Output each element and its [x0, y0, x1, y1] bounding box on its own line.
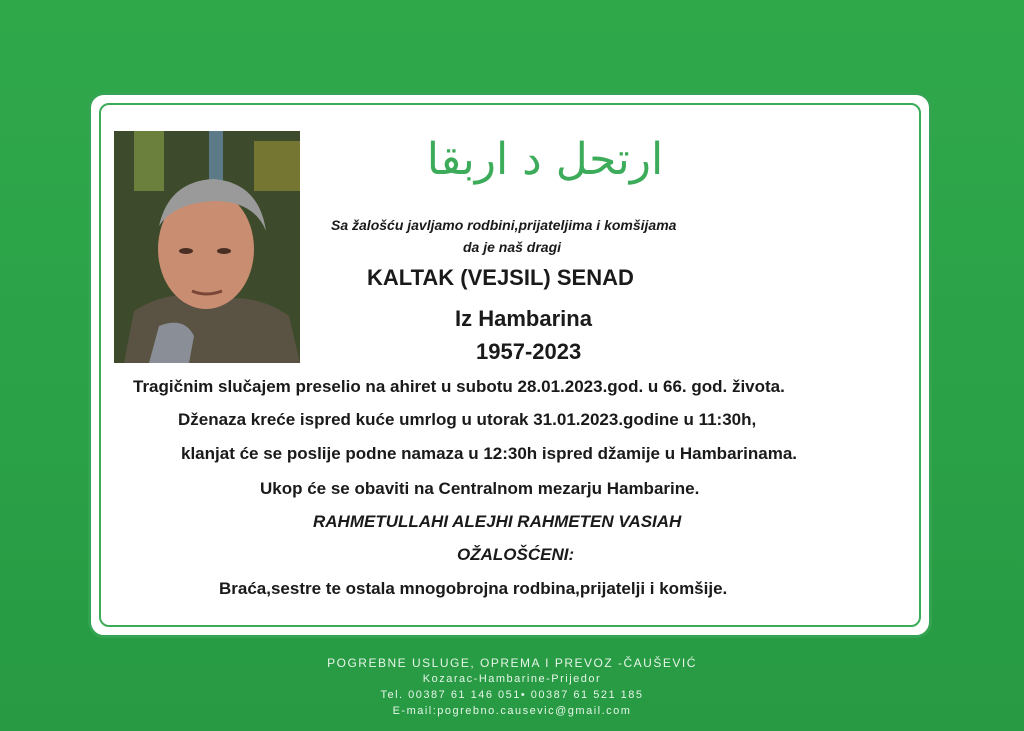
announcement-line-3: klanjat će se poslije podne namaza u 12:30h ispred džamije u Hambarinama.	[181, 444, 797, 463]
portrait-illustration	[114, 131, 300, 363]
portrait-photo	[114, 131, 300, 363]
intro-line-1: Sa žalošću javljamo rodbini,prijateljima i komšijama	[331, 217, 677, 233]
intro-line-2: da je naš dragi	[463, 239, 562, 255]
origin: Iz Hambarina	[455, 306, 592, 331]
prayer-line: RAHMETULLAHI ALEJHI RAHMETEN VASIAH	[313, 512, 682, 531]
mourners-title: OŽALOŠĆENI:	[457, 545, 575, 564]
footer-email: E-mail:pogrebno.causevic@gmail.com	[392, 705, 632, 717]
announcement-line-2: Dženaza kreće ispred kuće umrlog u utorak 31.01.2023.godine u 11:30h,	[178, 410, 757, 429]
footer-location: Kozarac-Hambarine-Prijedor	[422, 673, 602, 685]
announcement-line-4: Ukop će se obaviti na Centralnom mezarju Hambarine.	[260, 479, 700, 498]
footer-company: POGREBNE USLUGE, OPREMA I PREVOZ -ČAUŠEVIĆ	[327, 656, 697, 670]
life-years: 1957-2023	[476, 339, 582, 364]
arabic-calligraphy-header: ارتحل د اربقا	[426, 134, 664, 185]
announcement-line-1: Tragičnim slučajem preselio na ahiret u subotu 28.01.2023.god. u 66. god. života.	[133, 377, 785, 396]
deceased-name: KALTAK (VEJSIL) SENAD	[367, 265, 634, 290]
footer-phones: Tel. 00387 61 146 051• 00387 61 521 185	[380, 689, 644, 701]
mourners-list: Braća,sestre te ostala mnogobrojna rodbina,prijatelji i komšije.	[219, 579, 728, 598]
